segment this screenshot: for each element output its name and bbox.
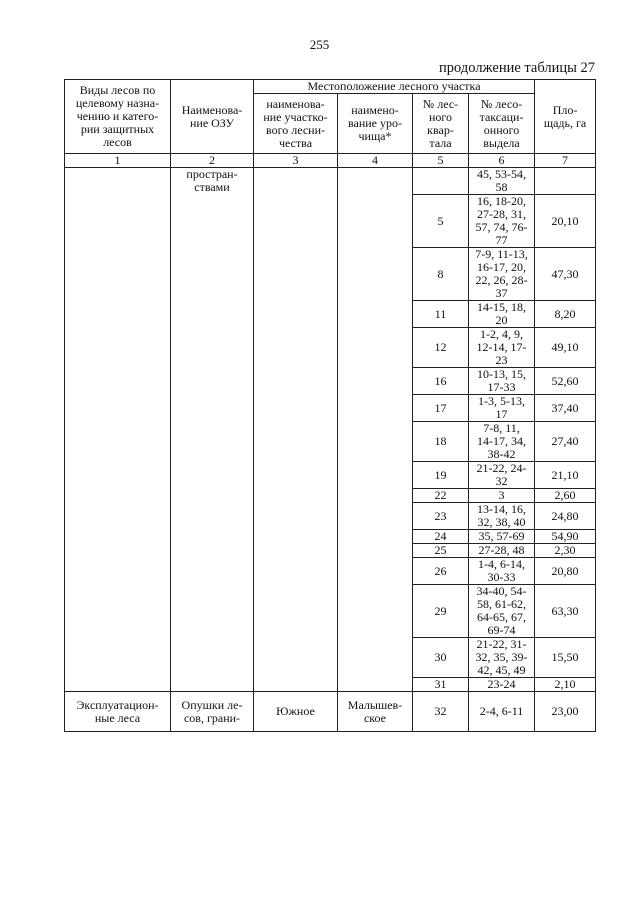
quarter-cell: 5 <box>413 195 469 248</box>
column-number: 6 <box>469 154 535 168</box>
allotment-cell: 1-2, 4, 9, 12-14, 17- 23 <box>469 328 535 368</box>
district-forestry-cell: Южное <box>254 692 338 732</box>
allotment-cell: 21-22, 24- 32 <box>469 462 535 489</box>
allotment-cell: 1-4, 6-14, 30-33 <box>469 558 535 585</box>
allotment-cell: 35, 57-69 <box>469 530 535 544</box>
area-cell: 15,50 <box>535 638 596 678</box>
area-cell: 2,30 <box>535 544 596 558</box>
page-number: 255 <box>309 37 330 52</box>
column-number: 4 <box>338 154 413 168</box>
quarter-cell: 24 <box>413 530 469 544</box>
area-cell: 47,30 <box>535 248 596 301</box>
area-cell: 21,10 <box>535 462 596 489</box>
quarter-cell: 8 <box>413 248 469 301</box>
area-cell: 23,00 <box>535 692 596 732</box>
area-cell: 8,20 <box>535 301 596 328</box>
quarter-cell: 16 <box>413 368 469 395</box>
quarter-cell: 29 <box>413 585 469 638</box>
quarter-cell: 11 <box>413 301 469 328</box>
allotment-cell: 7-9, 11-13, 16-17, 20, 22, 26, 28- 37 <box>469 248 535 301</box>
area-cell: 20,10 <box>535 195 596 248</box>
allotment-cell: 13-14, 16, 32, 38, 40 <box>469 503 535 530</box>
tract-name-cell <box>338 168 413 692</box>
header-district-forestry: наименова- ние участко- вого лесни- чества <box>254 94 338 154</box>
allotment-cell: 34-40, 54- 58, 61-62, 64-65, 67, 69-74 <box>469 585 535 638</box>
forest-type-cell: Эксплуатацион- ные леса <box>65 692 171 732</box>
ozu-name-cell: Опушки ле- сов, грани- <box>171 692 254 732</box>
allotment-cell: 21-22, 31- 32, 35, 39- 42, 45, 49 <box>469 638 535 678</box>
header-forest-type: Виды лесов по целевому назна- чению и катего- рии защитных лесов <box>65 80 171 154</box>
column-number: 1 <box>65 154 171 168</box>
column-number: 5 <box>413 154 469 168</box>
allotment-cell: 10-13, 15, 17-33 <box>469 368 535 395</box>
forest-type-cell <box>65 168 171 692</box>
area-cell: 37,40 <box>535 395 596 422</box>
quarter-cell: 19 <box>413 462 469 489</box>
allotment-cell: 14-15, 18, 20 <box>469 301 535 328</box>
quarter-cell: 31 <box>413 678 469 692</box>
area-cell <box>535 168 596 195</box>
area-cell: 2,60 <box>535 489 596 503</box>
allotment-cell: 23-24 <box>469 678 535 692</box>
quarter-cell: 18 <box>413 422 469 462</box>
area-cell: 27,40 <box>535 422 596 462</box>
header-area: Пло- щадь, га <box>535 80 596 154</box>
area-cell: 49,10 <box>535 328 596 368</box>
ozu-name-cell: простран- ствами <box>171 168 254 692</box>
quarter-cell: 25 <box>413 544 469 558</box>
header-ozu-name: Наименова- ние ОЗУ <box>171 80 254 154</box>
allotment-cell: 3 <box>469 489 535 503</box>
area-cell: 24,80 <box>535 503 596 530</box>
quarter-cell: 22 <box>413 489 469 503</box>
quarter-cell: 26 <box>413 558 469 585</box>
quarter-cell: 32 <box>413 692 469 732</box>
quarter-cell: 17 <box>413 395 469 422</box>
area-cell: 52,60 <box>535 368 596 395</box>
district-forestry-cell <box>254 168 338 692</box>
quarter-cell: 12 <box>413 328 469 368</box>
area-cell: 54,90 <box>535 530 596 544</box>
forest-table <box>64 79 596 732</box>
quarter-cell: 30 <box>413 638 469 678</box>
quarter-cell: 23 <box>413 503 469 530</box>
allotment-cell: 27-28, 48 <box>469 544 535 558</box>
header-quarter-number: № лес- ного квар- тала <box>413 94 469 154</box>
table-row <box>65 692 596 732</box>
allotment-cell: 7-8, 11, 14-17, 34, 38-42 <box>469 422 535 462</box>
allotment-cell: 16, 18-20, 27-28, 31, 57, 74, 76- 77 <box>469 195 535 248</box>
allotment-cell: 2-4, 6-11 <box>469 692 535 732</box>
header-allotment-number: № лесо- таксаци- онного выдела <box>469 94 535 154</box>
area-cell: 2,10 <box>535 678 596 692</box>
allotment-cell: 1-3, 5-13, 17 <box>469 395 535 422</box>
table-continuation-caption: продолжение таблицы 27 <box>439 60 595 76</box>
area-cell: 63,30 <box>535 585 596 638</box>
tract-name-cell: Малышев- ское <box>338 692 413 732</box>
column-number: 2 <box>171 154 254 168</box>
quarter-cell <box>413 168 469 195</box>
header-tract-name: наимено- вание уро- чища* <box>338 94 413 154</box>
header-location-group: Местоположение лесного участка <box>254 80 535 94</box>
column-number: 3 <box>254 154 338 168</box>
allotment-cell: 45, 53-54, 58 <box>469 168 535 195</box>
column-number: 7 <box>535 154 596 168</box>
area-cell: 20,80 <box>535 558 596 585</box>
table-row <box>65 168 596 195</box>
